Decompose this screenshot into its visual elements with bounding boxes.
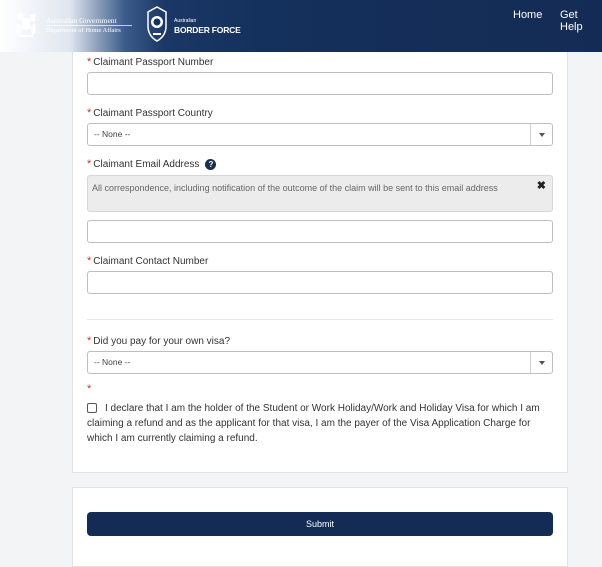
close-icon[interactable]: ✖: [536, 180, 546, 192]
required-asterisk: *: [87, 158, 92, 170]
declaration-text: I declare that I am the holder of the Student or Work Holiday/Work and Holiday Visa for which I am claiming a refund and as the applicant for that visa, I am the payer of the Visa Application Charge for which I am currently claiming a refund.: [87, 403, 540, 444]
border-force-logo[interactable]: [146, 6, 241, 44]
submit-button[interactable]: Submit: [87, 512, 553, 536]
own-visa-label: * Did you pay for your own visa?: [87, 335, 231, 347]
required-asterisk: *: [87, 107, 92, 119]
contact-number-label: * Claimant Contact Number: [87, 255, 209, 267]
contact-number-input[interactable]: [87, 271, 553, 294]
passport-country-select[interactable]: [87, 123, 553, 146]
required-asterisk: *: [87, 383, 92, 395]
required-asterisk: *: [87, 255, 92, 267]
nav-get-help-link[interactable]: Get Help: [560, 9, 583, 33]
nav-home-link[interactable]: Home: [513, 9, 543, 21]
required-asterisk: *: [87, 56, 92, 68]
email-notice: [87, 175, 553, 212]
help-icon[interactable]: ?: [205, 159, 216, 170]
australian-government-logo[interactable]: [12, 9, 124, 41]
gov-divider: [46, 25, 132, 26]
passport-number-label: * Claimant Passport Number: [87, 56, 214, 68]
department-name: Department of Home Affairs: [46, 27, 121, 34]
chevron-down-icon[interactable]: [530, 352, 552, 373]
own-visa-select[interactable]: [87, 351, 553, 374]
coat-of-arms-icon: [12, 9, 40, 39]
gov-name: Australian Government: [46, 16, 117, 25]
declaration-checkbox[interactable]: [87, 403, 97, 413]
required-asterisk: *: [87, 335, 92, 347]
section-divider: [87, 319, 553, 320]
border-force-small-text: Australian: [174, 18, 197, 24]
passport-country-label: * Claimant Passport Country: [87, 107, 213, 119]
declaration-required-label: [87, 383, 93, 395]
email-notice-text: All correspondence, including notification of the outcome of the claim will be sent to this email address: [92, 183, 498, 193]
own-visa-selected: -- None --: [94, 357, 131, 367]
passport-number-input[interactable]: [87, 72, 553, 95]
border-force-badge-icon: [146, 6, 168, 42]
email-input[interactable]: [87, 220, 553, 243]
chevron-down-icon[interactable]: [530, 124, 552, 145]
border-force-title: BORDER FORCE: [174, 25, 241, 35]
email-label: * Claimant Email Address ?: [87, 158, 216, 170]
site-header: [0, 0, 602, 52]
passport-country-selected: -- None --: [94, 129, 131, 139]
